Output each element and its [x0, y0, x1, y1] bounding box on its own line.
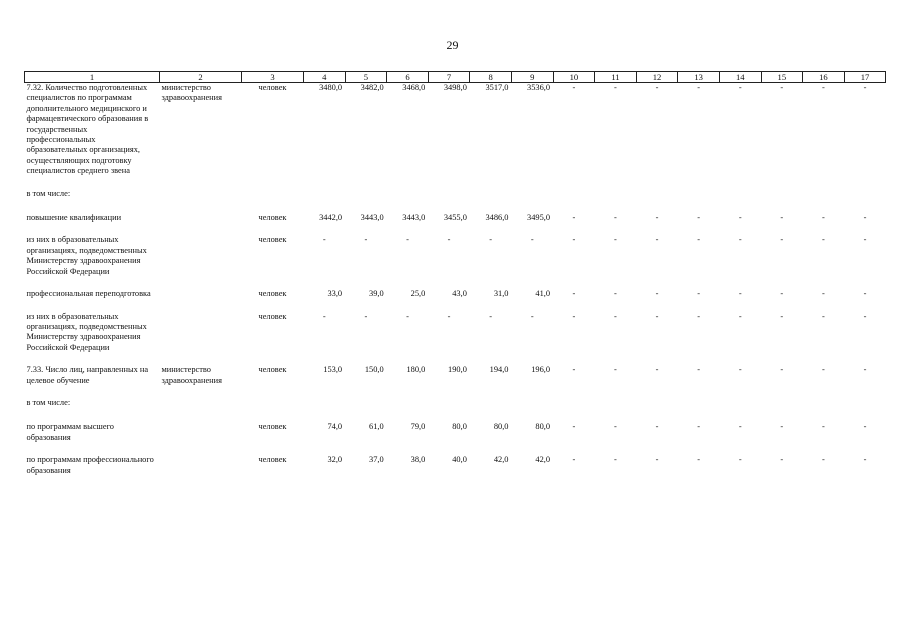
indicator-name: 7.32. Количество подготовленных специалистов по программам дополнительного медицинского и фармацевтического образования в государственных профессиональных образовательных организациях, осуществляющих подготовку специалистов среднего звена [26, 83, 149, 176]
value-cell [511, 189, 553, 213]
value-cell: - [738, 289, 742, 299]
value-cell: - [489, 235, 493, 245]
indicator-name: в том числе: [26, 188, 71, 198]
table-row [25, 422, 886, 455]
value-cell: - [655, 213, 659, 223]
value-cell: - [406, 235, 409, 245]
value-cell: - [780, 83, 784, 92]
table-body [25, 83, 886, 476]
responsible-org [160, 235, 242, 289]
value-cell: - [697, 83, 701, 92]
column-header-4: 4 [304, 72, 346, 83]
value-cell: 3486,0 [485, 213, 509, 223]
responsible-org [160, 189, 242, 213]
table-row [25, 398, 886, 422]
responsible-org [160, 422, 242, 455]
value-cell: 37,0 [369, 455, 384, 465]
indicator-name: профессиональная переподготовка [26, 289, 151, 299]
table-row [25, 83, 886, 189]
value-cell [636, 189, 678, 213]
value-cell: - [322, 311, 326, 321]
value-cell [304, 189, 346, 213]
value-cell: - [322, 235, 326, 245]
value-cell [387, 189, 429, 213]
responsible-org [160, 289, 242, 311]
value-cell: 3442,0 [319, 213, 343, 223]
value-cell: - [614, 455, 617, 465]
value-cell: 32,0 [327, 455, 343, 465]
value-cell: - [655, 455, 659, 465]
value-cell: 3482,0 [360, 83, 384, 92]
value-cell: - [614, 365, 617, 375]
indicator-name: из них в образовательных организациях, подведомственных Министерству здравоохранения Российской Федерации [26, 311, 147, 352]
value-cell [511, 398, 553, 422]
table-row [25, 235, 886, 289]
value-cell: - [738, 213, 742, 223]
value-cell [387, 398, 429, 422]
value-cell: - [614, 235, 617, 245]
page-number: 29 [446, 38, 459, 52]
value-cell: - [614, 422, 617, 432]
value-cell: - [655, 235, 659, 245]
value-cell: 153,0 [323, 365, 343, 375]
value-cell [761, 189, 803, 213]
column-header-11: 11 [595, 72, 637, 83]
indicator-name: в том числе: [26, 397, 71, 407]
value-cell: 190,0 [448, 365, 467, 375]
value-cell: 43,0 [452, 289, 467, 299]
unit-of-measure: человек [258, 365, 287, 375]
table-row [25, 189, 886, 213]
value-cell [345, 189, 387, 213]
value-cell: 194,0 [489, 365, 509, 375]
table-row [25, 289, 886, 311]
value-cell: - [863, 235, 867, 245]
value-cell [636, 398, 678, 422]
value-cell: - [738, 235, 742, 245]
value-cell: - [697, 213, 701, 223]
value-cell: - [738, 422, 742, 432]
value-cell: - [530, 311, 534, 321]
value-cell: - [822, 289, 825, 299]
value-cell [345, 398, 387, 422]
value-cell: 180,0 [406, 365, 426, 375]
unit-of-measure [242, 189, 304, 213]
value-cell: - [614, 213, 617, 223]
value-cell [761, 398, 803, 422]
indicator-name: по программам высшего образования [26, 422, 114, 442]
value-cell: 3495,0 [527, 213, 551, 223]
column-header-8: 8 [470, 72, 512, 83]
indicator-name: повышение квалификации [26, 213, 122, 223]
value-cell: 40,0 [452, 455, 467, 465]
value-cell: - [406, 311, 409, 321]
indicator-name: 7.33. Число лиц, направленных на целевое обучение [26, 365, 149, 385]
value-cell: - [572, 235, 576, 245]
value-cell [428, 189, 470, 213]
value-cell: - [697, 455, 701, 465]
value-cell: - [863, 213, 867, 223]
value-cell: - [530, 235, 534, 245]
value-cell: - [572, 311, 576, 321]
value-cell: - [655, 289, 659, 299]
value-cell: - [863, 365, 867, 375]
value-cell: 74,0 [327, 422, 343, 432]
column-header-14: 14 [719, 72, 761, 83]
value-cell [595, 189, 637, 213]
unit-of-measure: человек [258, 83, 287, 92]
value-cell [803, 189, 845, 213]
value-cell: - [822, 311, 825, 321]
column-header-13: 13 [678, 72, 720, 83]
column-header-12: 12 [636, 72, 678, 83]
unit-of-measure: человек [258, 311, 287, 321]
table-header [25, 72, 886, 83]
unit-of-measure: человек [258, 289, 287, 299]
responsible-org [160, 455, 242, 476]
value-cell: 31,0 [493, 289, 509, 299]
value-cell [304, 398, 346, 422]
column-header-15: 15 [761, 72, 803, 83]
indicator-name: из них в образовательных организациях, подведомственных Министерству здравоохранения Российской Федерации [26, 235, 147, 276]
unit-of-measure: человек [258, 235, 287, 245]
value-cell: 80,0 [452, 422, 467, 432]
value-cell: 80,0 [535, 422, 551, 432]
responsible-org: министерство здравоохранения [161, 83, 222, 103]
value-cell [553, 398, 595, 422]
value-cell: 3468,0 [402, 83, 426, 92]
value-cell: - [863, 455, 867, 465]
value-cell: - [614, 311, 617, 321]
column-header-3: 3 [242, 72, 304, 83]
column-header-6: 6 [387, 72, 429, 83]
value-cell: - [863, 83, 867, 92]
value-cell [719, 189, 761, 213]
value-cell: 3498,0 [443, 83, 467, 92]
column-header-1: 1 [25, 72, 160, 83]
value-cell: 25,0 [410, 289, 426, 299]
value-cell: - [780, 213, 784, 223]
value-cell: - [697, 235, 701, 245]
value-cell: - [697, 311, 701, 321]
value-cell [595, 398, 637, 422]
value-cell: - [863, 422, 867, 432]
value-cell [678, 398, 720, 422]
responsible-org [160, 398, 242, 422]
value-cell: 196,0 [531, 365, 551, 375]
value-cell: - [780, 422, 784, 432]
value-cell: 33,0 [327, 289, 343, 299]
value-cell: - [863, 311, 867, 321]
unit-of-measure: человек [258, 422, 287, 432]
column-header-10: 10 [553, 72, 595, 83]
value-cell [470, 189, 512, 213]
column-header-9: 9 [511, 72, 553, 83]
value-cell: - [780, 311, 784, 321]
value-cell: - [738, 311, 742, 321]
value-cell: - [780, 289, 784, 299]
value-cell: - [822, 365, 825, 375]
column-header-17: 17 [844, 72, 886, 83]
value-cell: - [614, 83, 617, 92]
value-cell [803, 398, 845, 422]
responsible-org [160, 213, 242, 235]
value-cell: - [822, 422, 825, 432]
value-cell: - [447, 235, 451, 245]
value-cell: 39,0 [369, 289, 384, 299]
responsible-org: министерство здравоохранения [161, 365, 222, 385]
value-cell: - [655, 311, 659, 321]
value-cell: - [572, 455, 576, 465]
value-cell: 150,0 [364, 365, 384, 375]
value-cell: 42,0 [535, 455, 551, 465]
value-cell: 3443,0 [402, 213, 426, 223]
value-cell: - [822, 213, 825, 223]
value-cell: 61,0 [369, 422, 384, 432]
value-cell [844, 189, 886, 213]
value-cell: - [780, 365, 784, 375]
value-cell [678, 189, 720, 213]
value-cell: - [697, 365, 701, 375]
value-cell: 79,0 [410, 422, 426, 432]
value-cell: - [614, 289, 617, 299]
value-cell: 3536,0 [527, 83, 551, 92]
value-cell [428, 398, 470, 422]
value-cell: - [738, 83, 742, 92]
column-header-16: 16 [803, 72, 845, 83]
unit-of-measure [242, 398, 304, 422]
value-cell: - [655, 83, 659, 92]
indicator-name: по программам профессионального образования [26, 455, 154, 475]
value-cell: 41,0 [535, 289, 551, 299]
value-cell: 3443,0 [360, 213, 384, 223]
value-cell: - [738, 365, 742, 375]
value-cell: - [364, 235, 368, 245]
value-cell: 42,0 [493, 455, 509, 465]
value-cell: - [697, 289, 701, 299]
value-cell: - [572, 289, 576, 299]
value-cell [719, 398, 761, 422]
value-cell: - [364, 311, 368, 321]
column-header-7: 7 [428, 72, 470, 83]
unit-of-measure: человек [258, 213, 287, 223]
table-row [25, 213, 886, 235]
value-cell: - [822, 83, 825, 92]
value-cell: - [655, 422, 659, 432]
column-header-2: 2 [160, 72, 242, 83]
value-cell: - [572, 83, 576, 92]
value-cell: - [655, 365, 659, 375]
value-cell: - [822, 235, 825, 245]
header-row [25, 72, 886, 83]
value-cell: 3480,0 [319, 83, 343, 92]
table-row [25, 455, 886, 476]
responsible-org [160, 312, 242, 366]
value-cell: 38,0 [410, 455, 426, 465]
value-cell: 3455,0 [443, 213, 467, 223]
value-cell: - [780, 455, 784, 465]
value-cell: - [572, 213, 576, 223]
indicators-table [24, 71, 886, 476]
table-row [25, 312, 886, 366]
value-cell: - [738, 455, 742, 465]
value-cell: - [863, 289, 867, 299]
value-cell: - [822, 455, 825, 465]
value-cell: 80,0 [493, 422, 509, 432]
value-cell [553, 189, 595, 213]
value-cell [844, 398, 886, 422]
value-cell [470, 398, 512, 422]
value-cell: - [447, 311, 451, 321]
unit-of-measure: человек [258, 455, 287, 465]
column-header-5: 5 [345, 72, 387, 83]
value-cell: 3517,0 [485, 83, 509, 92]
value-cell: - [572, 422, 576, 432]
table-row [25, 365, 886, 398]
value-cell: - [780, 235, 784, 245]
value-cell: - [489, 311, 493, 321]
value-cell: - [572, 365, 576, 375]
value-cell: - [697, 422, 701, 432]
